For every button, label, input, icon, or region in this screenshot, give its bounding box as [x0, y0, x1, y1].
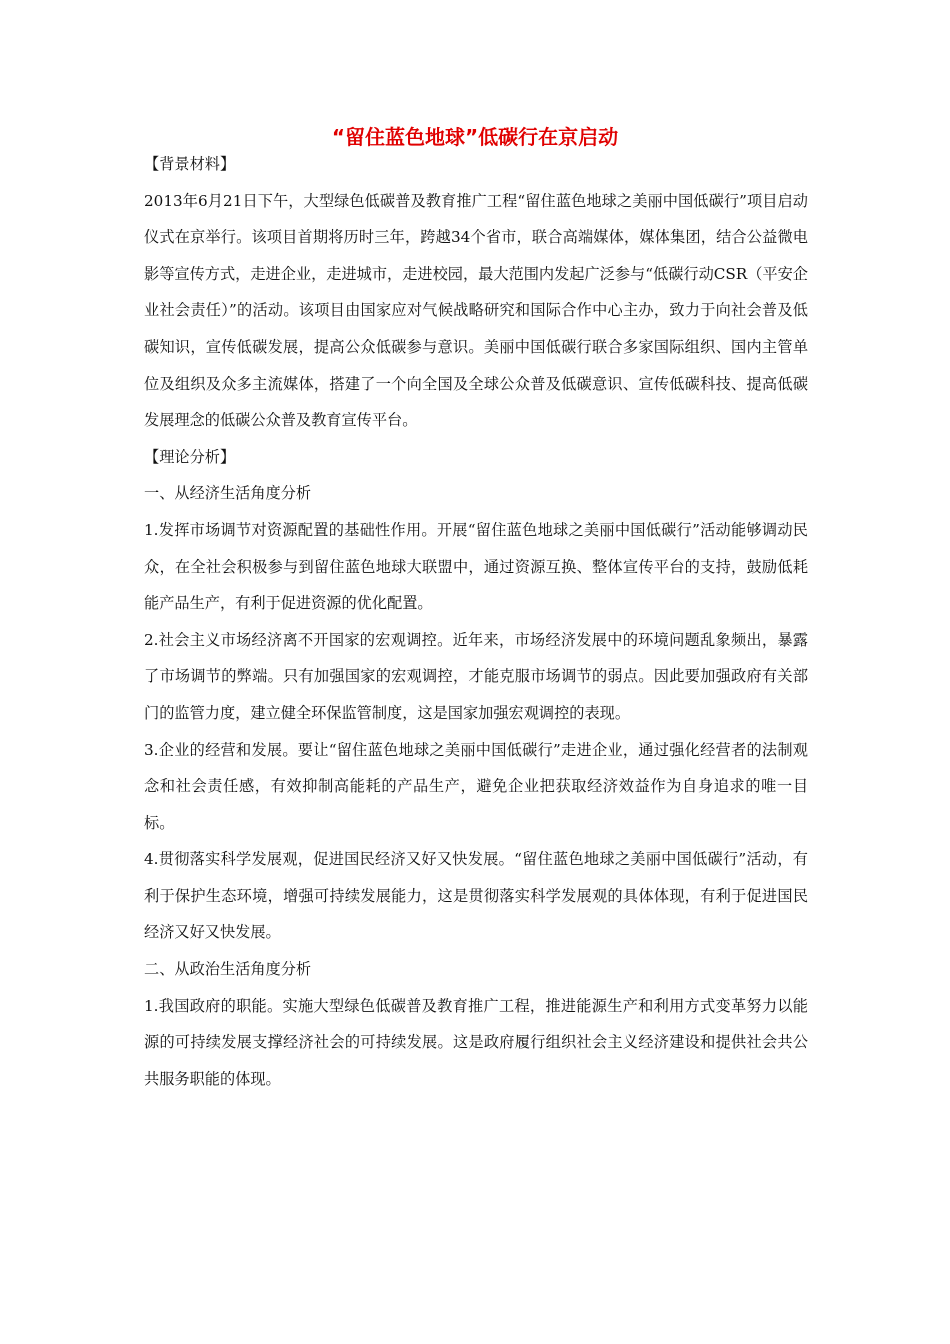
- document-body: [144, 146, 808, 1097]
- economic-point-1: 1.发挥市场调节对资源配置的基础性作用。开展“留住蓝色地球之美丽中国低碳行”活动能够调动民众，在全社会积极参与到留住蓝色地球大联盟中，通过资源互换、整体宣传平台的支持，鼓励低耗能产品生产，有利于促进资源的优化配置。: [144, 520, 808, 613]
- background-heading: 【背景材料】: [144, 155, 236, 173]
- analysis-heading: 【理论分析】: [144, 447, 236, 466]
- political-point-1: 1.我国政府的职能。实施大型绿色低碳普及教育推广工程，推进能源生产和利用方式变革努力以能源的可持续发展支撑经济社会的可持续发展。这是政府履行组织社会主义经济建设和提供社会共公共服务职能的体现。: [144, 996, 808, 1088]
- background-paragraph: 2013年6月21日下午，大型绿色低碳普及教育推广工程“留住蓝色地球之美丽中国低碳行”项目启动仪式在京举行。该项目首期将历时三年，跨越34个省市，联合高端媒体，媒体集团，结合公益微电影等宣传方式，走进企业，走进城市，走进校园，最大范围内发起广泛参与“低碳行动CSR（平安企业社会责任）”的活动。该项目由国家应对气候战略研究和国际合作中心主办，致力于向社会普及低碳知识，宣传低碳发展，提高公众低碳参与意识。美丽中国低碳行联合多家国际组织、国内主管单位及组织及众多主流媒体，搭建了一个向全国及全球公众普及低碳意识、宣传低碳科技、提高低碳发展理念的低碳公众普及教育宣传平台。: [144, 191, 808, 430]
- section-heading-economic: 一、从经济生活角度分析: [144, 484, 312, 503]
- economic-point-4: 4.贯彻落实科学发展观，促进国民经济又好又快发展。“留住蓝色地球之美丽中国低碳行”活动，有利于保护生态环境，增强可持续发展能力，这是贯彻落实科学发展观的具体体现，有利于促进国民经济又好又快发展。: [144, 850, 808, 942]
- section-heading-political: 二、从政治生活角度分析: [144, 960, 312, 979]
- economic-point-2: 2.社会主义市场经济离不开国家的宏观调控。近年来，市场经济发展中的环境问题乱象频出，暴露了市场调节的弊端。只有加强国家的宏观调控，才能克服市场调节的弱点。因此要加强政府有关部门的监管力度，建立健全环保监管制度，这是国家加强宏观调控的表现。: [144, 630, 808, 722]
- document-title: “留住蓝色地球”低碳行在京启动: [331, 125, 619, 149]
- economic-point-3: 3.企业的经营和发展。要让“留住蓝色地球之美丽中国低碳行”走进企业，通过强化经营者的法制观念和社会责任感，有效抑制高能耗的产品生产，避免企业把获取经济效益作为自身追求的唯一目标。: [144, 740, 808, 832]
